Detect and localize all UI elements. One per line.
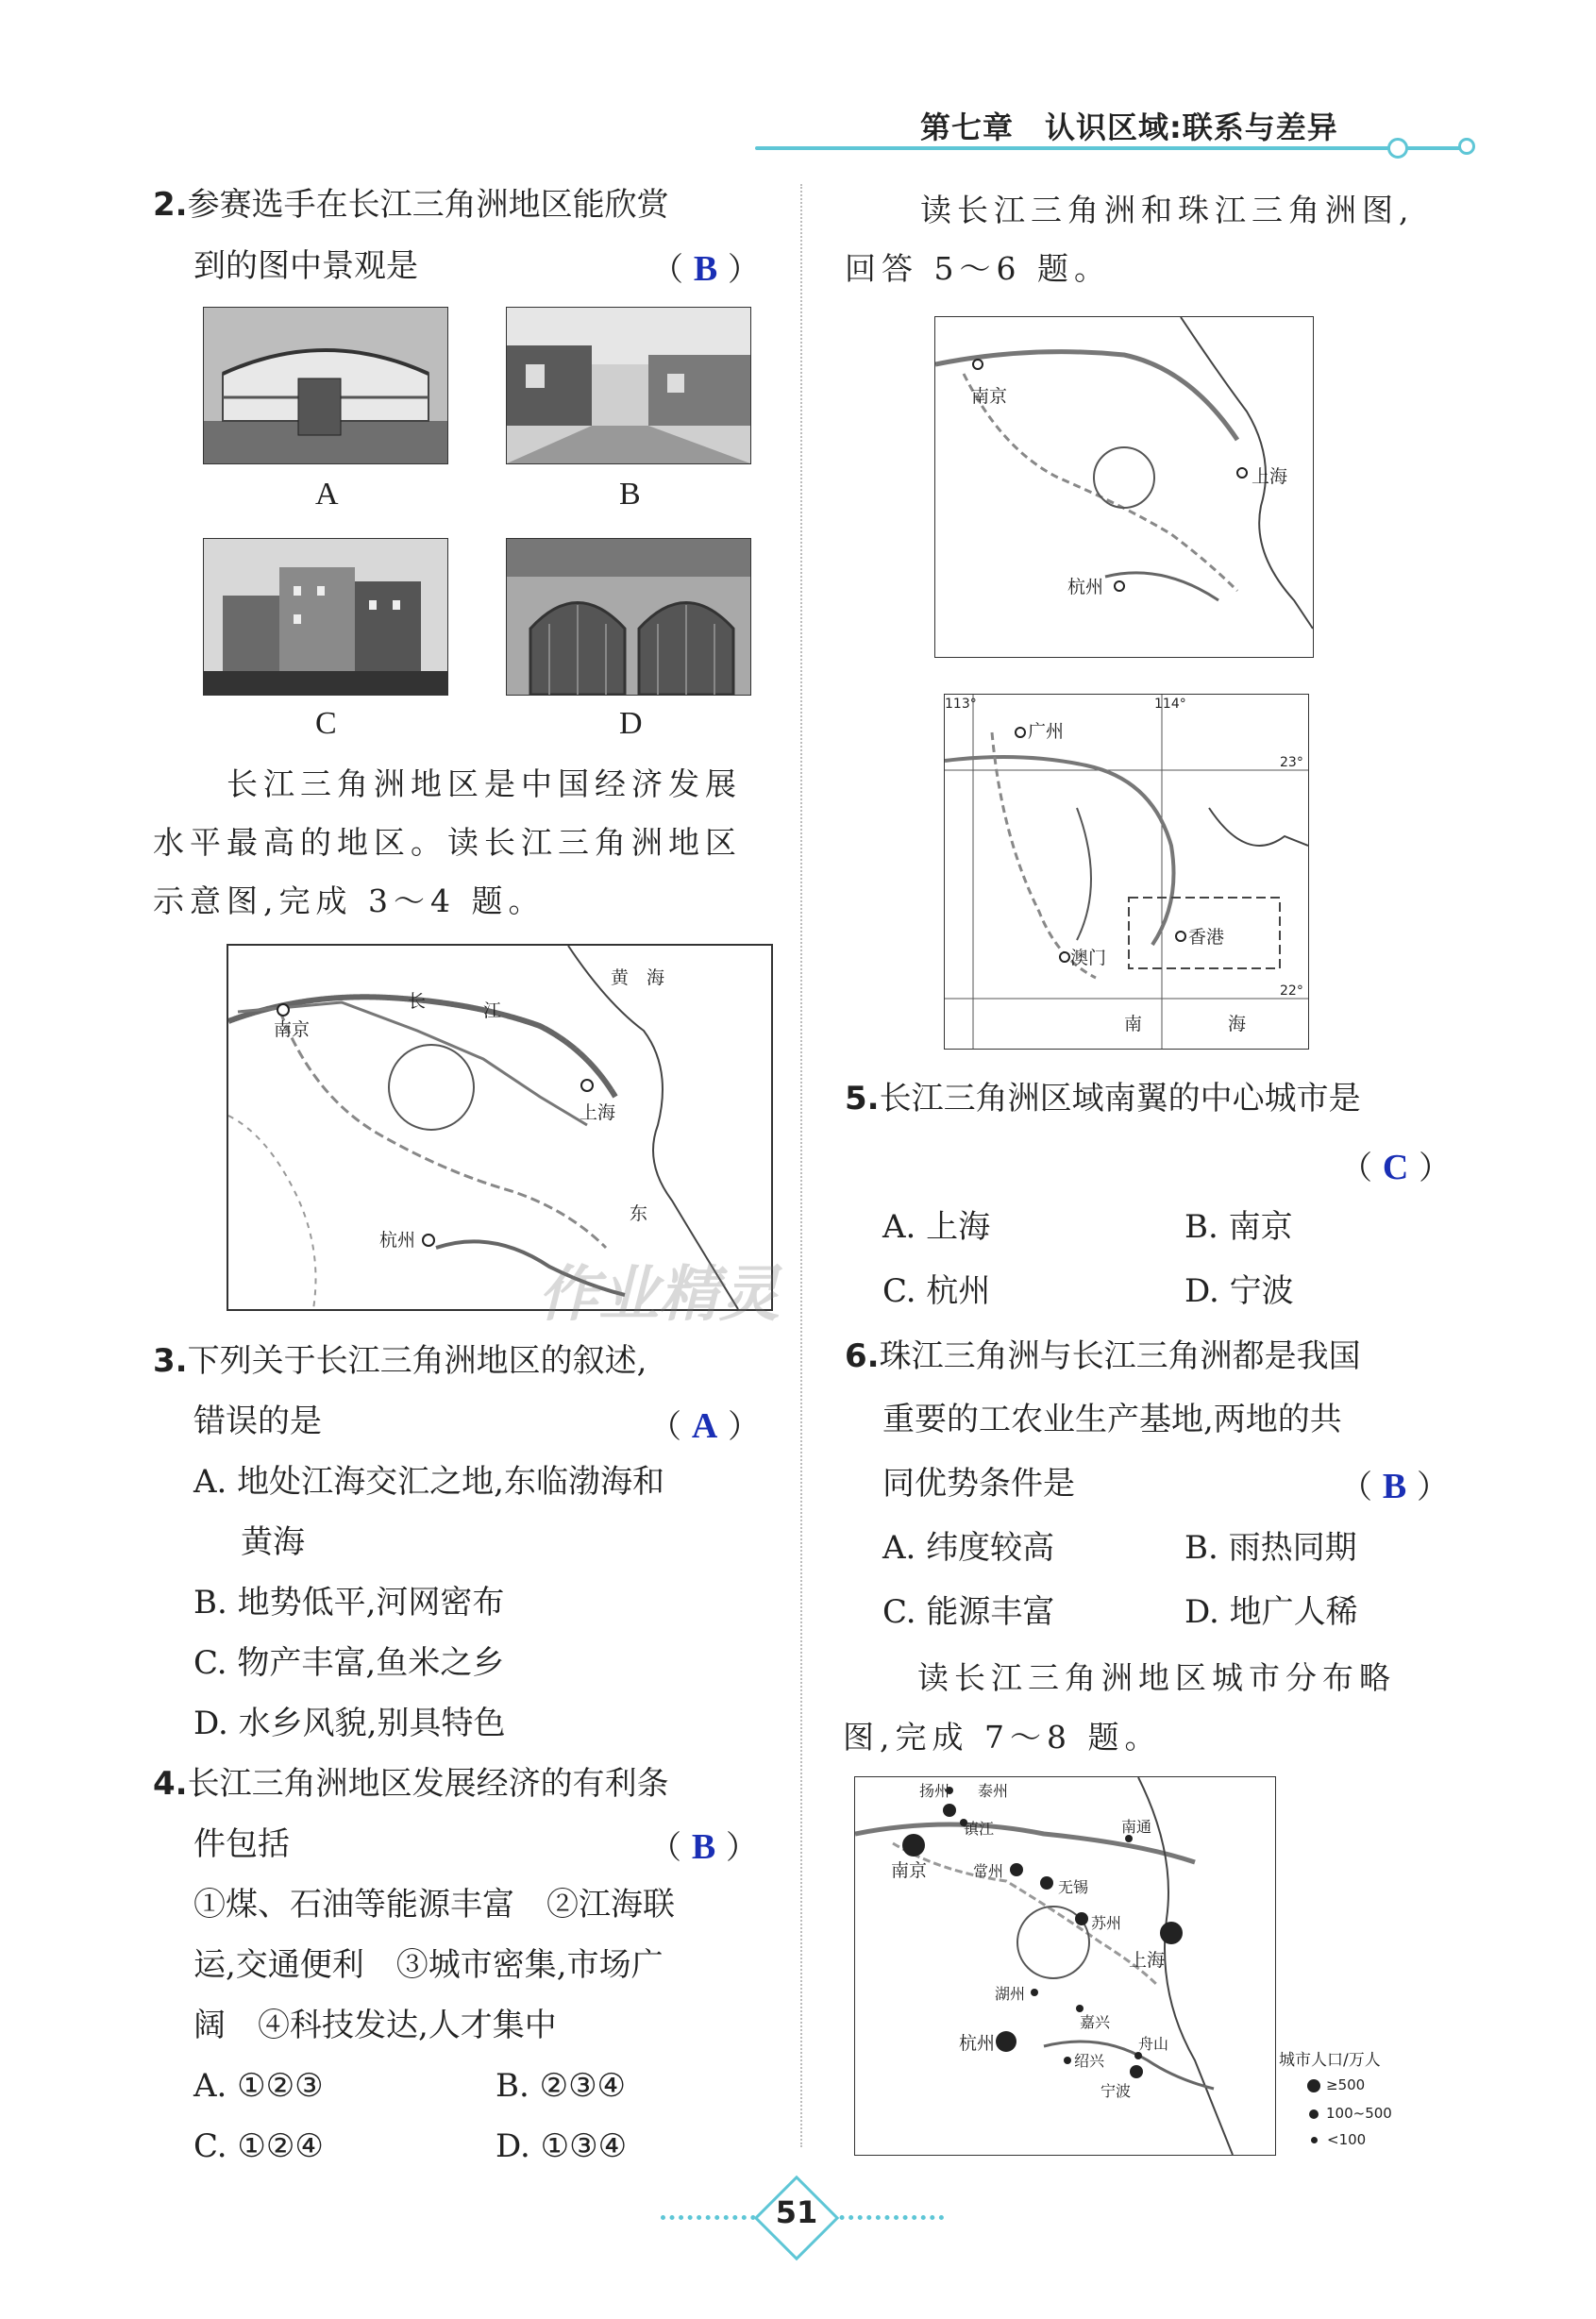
- q4-option-c: C. ①②④: [193, 2127, 324, 2165]
- q4-option-d: D. ①③④: [496, 2127, 628, 2165]
- q5-answer-paren: （ C ）: [1340, 1148, 1452, 1187]
- intro-5-6-line1: 读长江三角洲和珠江三角洲图,: [920, 192, 1415, 228]
- photo-label-d: D: [619, 706, 643, 741]
- map4-legend-title: 城市人口/万人: [1279, 2051, 1381, 2070]
- map4-city-wuxi: 无锡: [1058, 1878, 1089, 1896]
- header-dot: [1387, 138, 1408, 159]
- q5-option-d: D. 宁波: [1184, 1272, 1294, 1310]
- chapter-header: 第七章 认识区域:联系与差异: [920, 109, 1338, 145]
- map4-city-changzhou: 常州: [973, 1862, 1004, 1880]
- q6-line1: 6.珠江三角洲与长江三角洲都是我国: [845, 1337, 1361, 1375]
- map3-label-113: 113°: [945, 697, 977, 712]
- map4-city-nantong: 南通: [1121, 1818, 1152, 1836]
- intro-3-4-line2: 水平最高的地区。读长江三角洲地区: [153, 824, 742, 861]
- yangtze-delta-map-small: [934, 316, 1314, 658]
- footer-dots-left: [661, 2215, 764, 2220]
- map3-label-guangzhou: 广州: [1028, 721, 1065, 742]
- photo-label-a: A: [315, 477, 339, 512]
- map3-label-nan: 南: [1124, 1014, 1143, 1034]
- map3-label-macau: 澳门: [1070, 948, 1107, 968]
- map4-legend-small: <100: [1311, 2131, 1366, 2148]
- map3-label-hai: 海: [1228, 1014, 1247, 1034]
- map2-label-shanghai: 上海: [1252, 466, 1288, 487]
- map1-label-huanghai: 黄 海: [611, 967, 665, 988]
- map1-label-chang: 长: [408, 991, 427, 1012]
- map4-legend-large: ≥500: [1307, 2076, 1365, 2093]
- map4-city-huzhou: 湖州: [995, 1985, 1026, 2003]
- intro-5-6-line2: 回答 5～6 题。: [845, 250, 1111, 287]
- map4-city-nanjing: 南京: [891, 1860, 928, 1881]
- map1-label-dong: 东: [630, 1203, 648, 1224]
- q4-option-b: B. ②③④: [496, 2067, 627, 2105]
- q4-line1: 4.长江三角洲地区发展经济的有利条: [153, 1765, 669, 1803]
- map4-city-taizhou: 泰州: [978, 1782, 1009, 1800]
- map4-city-yangzhou: 扬州: [919, 1782, 950, 1800]
- map4-legend-medium: 100~500: [1309, 2105, 1392, 2122]
- header-rule: [755, 146, 1472, 150]
- map2-label-nanjing: 南京: [971, 386, 1008, 407]
- q3-line2: 错误的是: [193, 1403, 322, 1440]
- q3-answer-paren: （ A ）: [649, 1406, 761, 1446]
- q3-option-c: C. 物产丰富,鱼米之乡: [193, 1644, 505, 1682]
- map3-label-114: 114°: [1154, 697, 1186, 712]
- intro-3-4-line3: 示意图,完成 3～4 题。: [153, 882, 546, 919]
- q4-statement-line2: 运,交通便利 ③城市密集,市场广: [193, 1946, 664, 1984]
- q4-statement-line3: 阔 ④科技发达,人才集中: [193, 2007, 557, 2044]
- q6-answer: B: [1382, 1467, 1407, 1506]
- legend-medium-dot-icon: [1309, 2109, 1319, 2119]
- photo-yurt: [203, 307, 448, 464]
- q5-option-b: B. 南京: [1184, 1208, 1293, 1246]
- map4-city-suzhou: 苏州: [1091, 1914, 1122, 1932]
- q3-line1: 3.下列关于长江三角洲地区的叙述,: [153, 1342, 647, 1380]
- q4-answer: B: [691, 1827, 716, 1867]
- map3-label-hongkong: 香港: [1188, 927, 1225, 948]
- q3-option-a-line1: A. 地处江海交汇之地,东临渤海和: [193, 1463, 664, 1501]
- q5-answer: C: [1382, 1148, 1409, 1187]
- q2-answer: B: [693, 249, 718, 289]
- pearl-delta-map: [944, 694, 1309, 1050]
- page-number: 51: [775, 2194, 818, 2230]
- yangtze-cities-map: [854, 1776, 1276, 2156]
- map4-city-jiaxing: 嘉兴: [1080, 2013, 1111, 2031]
- map3-label-23: 23°: [1280, 755, 1303, 770]
- q5-option-a: A. 上海: [882, 1208, 991, 1246]
- q6-answer-paren: （ B ）: [1340, 1467, 1449, 1506]
- map4-city-zhenjiang: 镇江: [964, 1820, 995, 1838]
- q2-answer-paren: （ B ）: [651, 249, 760, 289]
- map3-label-22: 22°: [1280, 983, 1303, 999]
- map4-city-shanghai: 上海: [1129, 1950, 1166, 1971]
- photo-water-town: [506, 307, 751, 464]
- map1-label-hangzhou: 杭州: [379, 1230, 416, 1251]
- legend-large-dot-icon: [1307, 2079, 1320, 2092]
- legend-small-dot-icon: [1311, 2137, 1318, 2143]
- map2-label-hangzhou: 杭州: [1067, 577, 1104, 597]
- q4-statement-line1: ①煤、石油等能源丰富 ②江海联: [193, 1886, 675, 1924]
- q6-option-d: D. 地广人稀: [1184, 1593, 1358, 1631]
- q3-option-b: B. 地势低平,河网密布: [193, 1584, 505, 1622]
- photo-label-c: C: [315, 706, 337, 741]
- map4-city-hangzhou: 杭州: [959, 2033, 996, 2054]
- map4-city-shaoxing: 绍兴: [1074, 2052, 1105, 2070]
- intro-3-4-line1: 长江三角洲地区是中国经济发展: [227, 765, 742, 802]
- intro-7-8-line2: 图,完成 7～8 题。: [843, 1719, 1162, 1756]
- q6-line2: 重要的工农业生产基地,两地的共: [882, 1401, 1342, 1438]
- q2-line1: 2.参赛选手在长江三角洲地区能欣赏: [153, 186, 669, 224]
- photo-label-b: B: [619, 477, 641, 512]
- q4-answer-paren: （ B ）: [649, 1827, 758, 1867]
- map4-city-ningbo: 宁波: [1100, 2082, 1132, 2100]
- header-dot: [1458, 138, 1475, 155]
- q5-option-c: C. 杭州: [882, 1272, 991, 1310]
- photo-mud-buildings: [203, 538, 448, 696]
- q3-answer: A: [691, 1406, 718, 1446]
- q5-line1: 5.长江三角洲区域南翼的中心城市是: [845, 1080, 1361, 1117]
- q4-line2: 件包括: [193, 1825, 290, 1863]
- q6-option-b: B. 雨热同期: [1184, 1529, 1357, 1567]
- q6-option-a: A. 纬度较高: [882, 1529, 1055, 1567]
- map1-label-shanghai: 上海: [580, 1102, 616, 1123]
- q6-option-c: C. 能源丰富: [882, 1593, 1055, 1631]
- map4-city-zhoushan: 舟山: [1138, 2035, 1169, 2053]
- intro-7-8-line1: 读长江三角洲地区城市分布略: [917, 1659, 1396, 1696]
- q6-line3: 同优势条件是: [882, 1465, 1075, 1503]
- q4-option-a: A. ①②③: [193, 2067, 324, 2105]
- column-divider: [800, 184, 802, 2147]
- q2-line2: 到的图中景观是: [193, 247, 418, 285]
- footer-dots-right: [831, 2215, 944, 2220]
- q3-option-a-line2: 黄海: [241, 1523, 305, 1561]
- watermark: 作业精灵: [538, 1260, 780, 1330]
- map1-label-jiang: 江: [483, 1000, 502, 1021]
- map1-label-nanjing: 南京: [274, 1019, 311, 1040]
- photo-cave-dwelling: [506, 538, 751, 696]
- q3-option-d: D. 水乡风貌,别具特色: [193, 1705, 506, 1742]
